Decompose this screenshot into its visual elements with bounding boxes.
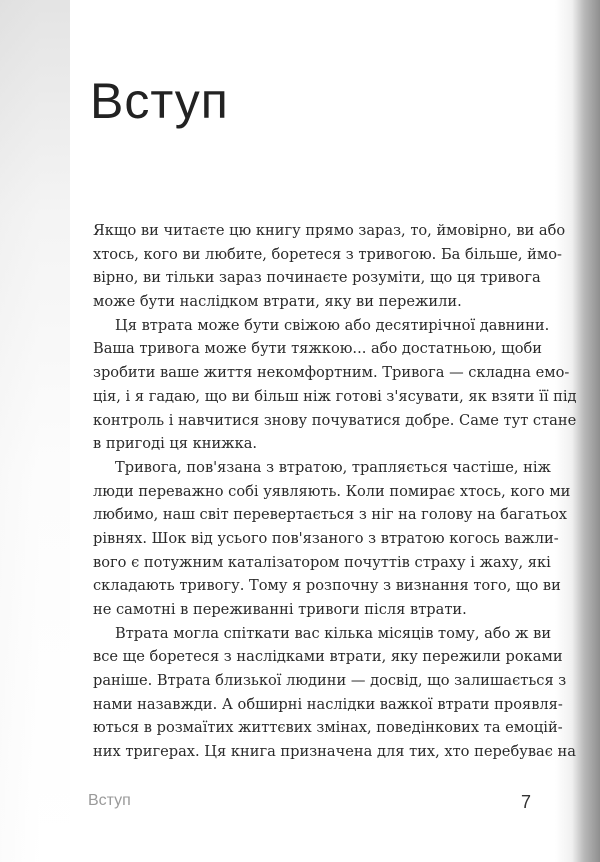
text-line: нами назавжди. А обширні наслідки важкої втрати проявля- bbox=[93, 695, 563, 713]
text-line: ція, і я гадаю, що ви більш ніж готові з'ясувати, як взяти її під bbox=[93, 387, 577, 405]
text-line: любимо, наш світ перевертається з ніг на голову на багатьох bbox=[93, 506, 568, 524]
text-line: Втрата могла спіткати вас кілька місяців тому, або ж ви bbox=[115, 624, 552, 642]
text-line: вого є потужним каталізатором почуттів страху і жаху, які bbox=[93, 553, 551, 571]
text-line: Якщо ви читаєте цю книгу прямо зараз, то, ймовірно, ви або bbox=[93, 222, 566, 239]
text-line: ються в розмаїтих життєвих змінах, поведінкових та емоцій- bbox=[93, 719, 563, 737]
page-curl-shadow bbox=[0, 0, 70, 862]
text-line: може бути наслідком втрати, яку ви пережили. bbox=[93, 293, 462, 311]
body-text bbox=[93, 219, 577, 764]
text-line: рівнях. Шок від усього пов'язаного з втратою когось важли- bbox=[93, 529, 559, 547]
page-number: 7 bbox=[521, 792, 532, 812]
text-line: люди переважно собі уявляють. Коли помирає хтось, кого ми bbox=[93, 482, 571, 500]
text-line: все ще боретеся з наслідками втрати, яку пережили роками bbox=[93, 648, 563, 666]
text-line: хтось, кого ви любите, боретеся з тривогою. Ба більше, ймо- bbox=[93, 245, 562, 263]
text-line: Ваша тривога може бути тяжкою... або достатньою, щоби bbox=[93, 340, 543, 358]
text-line: складають тривогу. Тому я розпочну з визнання того, що ви bbox=[93, 577, 561, 595]
chapter-title: Вступ bbox=[90, 73, 229, 129]
text-line: вірно, ви тільки зараз починаєте розуміти, що ця тривога bbox=[93, 269, 541, 287]
text-line: Ця втрата може бути свіжою або десятирічної давнини. bbox=[115, 316, 550, 334]
text-line: раніше. Втрата близької людини — досвід, що залишається з bbox=[93, 672, 567, 690]
text-line: них тригерах. Ця книга призначена для тих, хто перебуває на bbox=[93, 743, 576, 761]
text-line: контроль і навчитися знову почуватися добре. Саме тут стане bbox=[93, 411, 577, 429]
text-line: Тривога, пов'язана з втратою, трапляється частіше, ніж bbox=[115, 458, 551, 476]
text-line: не самотні в переживанні тривоги після втрати. bbox=[93, 601, 467, 618]
running-head: Вступ bbox=[88, 792, 131, 809]
text-line: зробити ваше життя некомфортним. Тривога — складна емо- bbox=[93, 364, 570, 382]
text-line: в пригоді ця книжка. bbox=[93, 435, 258, 453]
